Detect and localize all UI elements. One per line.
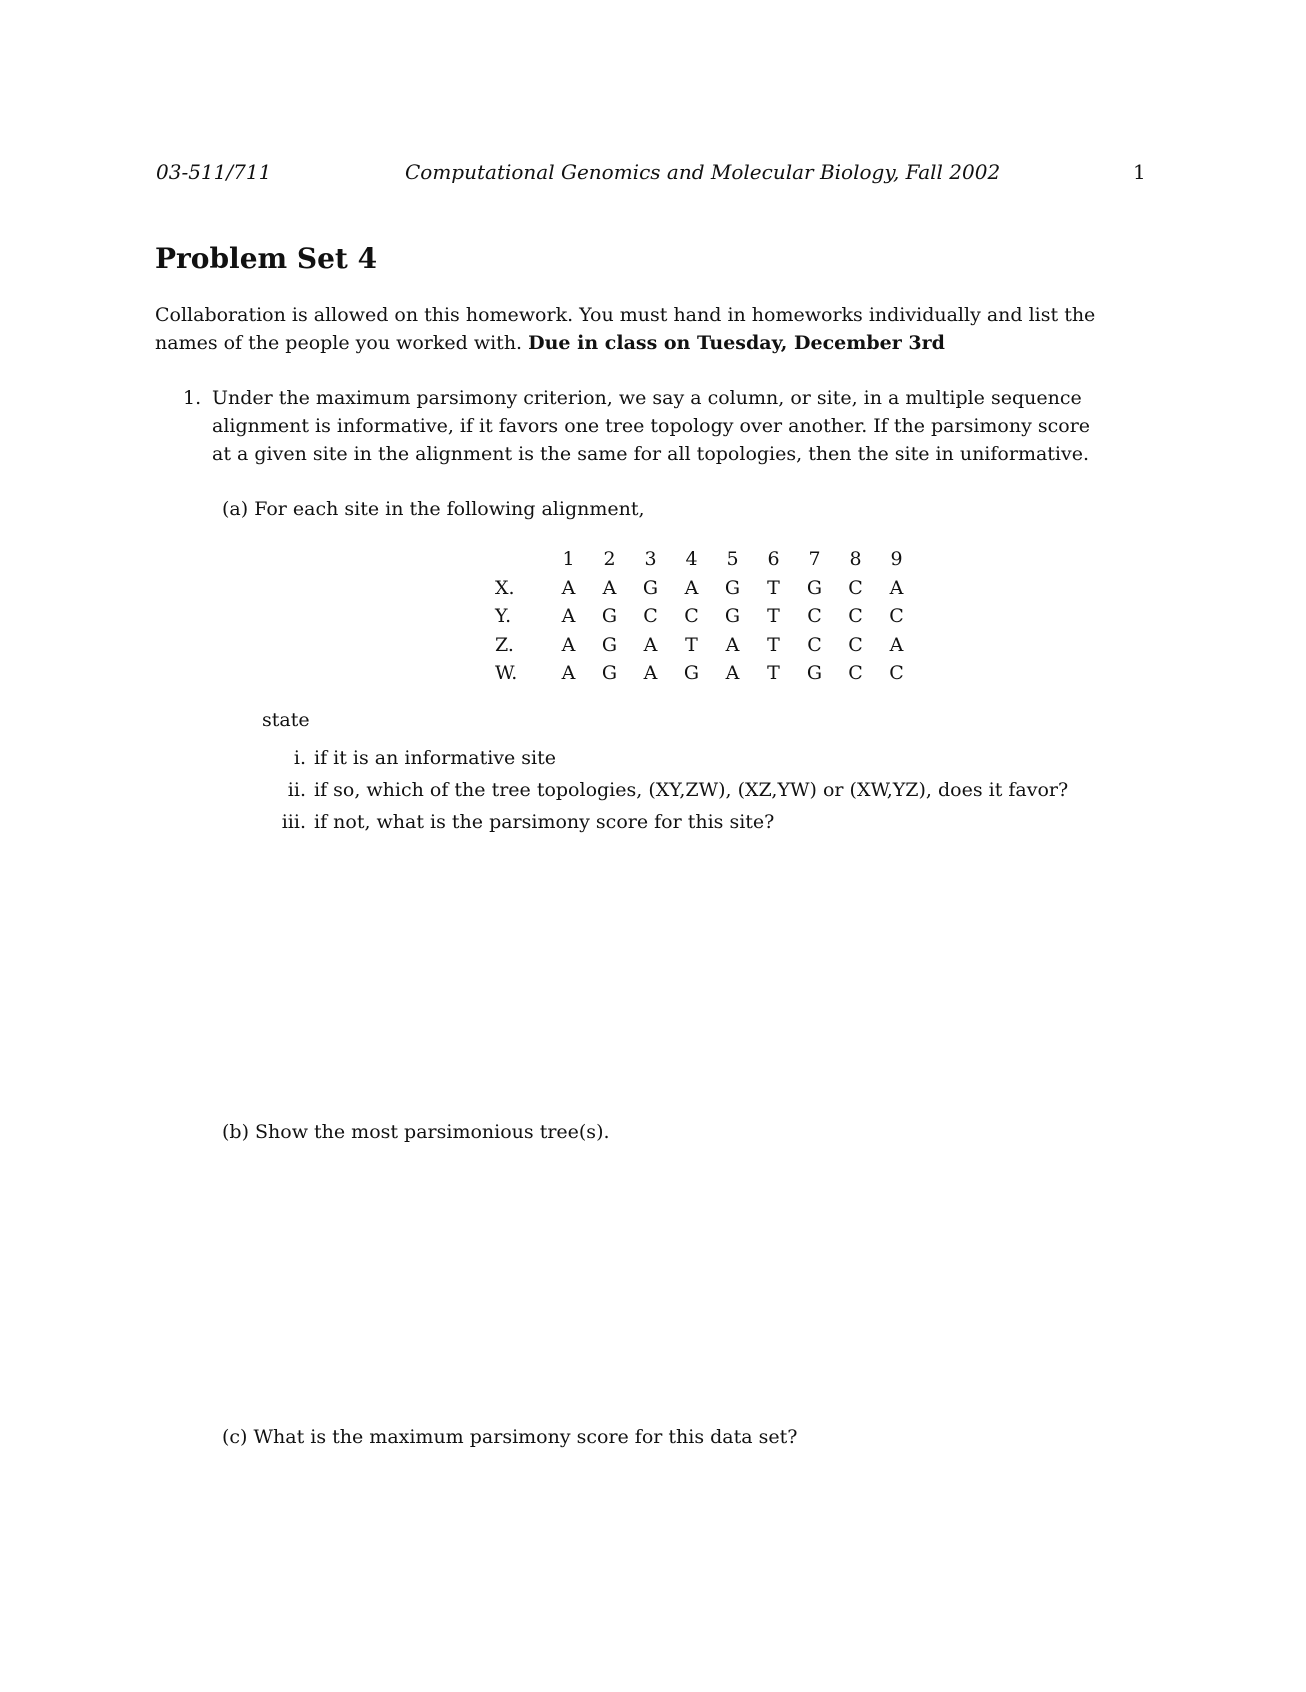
nucleotide-cell: A (643, 662, 658, 684)
alignment-header-row (495, 545, 917, 574)
alignment-row-z (495, 631, 917, 660)
site-number: 7 (808, 548, 821, 570)
subitem-number: i. (293, 747, 306, 769)
header-course-number: 03-511/711 (156, 160, 272, 184)
nucleotide-cell: A (561, 576, 576, 599)
nucleotide-cell: A (561, 605, 576, 627)
nucleotide-cell: G (601, 662, 618, 684)
nucleotide-cell: C (807, 633, 822, 656)
intro-line-1: Collaboration is allowed on this homework. You must hand in homeworks individually and list the (155, 304, 1096, 326)
nucleotide-cell: C (848, 576, 863, 599)
nucleotide-cell: G (806, 576, 823, 599)
question-1-line-1: Under the maximum parsimony criterion, we say a column, or site, in a multiple sequence (212, 387, 1082, 409)
nucleotide-cell: A (602, 576, 617, 599)
intro-line-2 (155, 329, 945, 357)
subitem-text: if so, which of the tree topologies, (XY,ZW), (XZ,YW) or (XW,YZ), does it favor? (314, 779, 1069, 801)
alignment-row-y (495, 602, 917, 631)
subitem-ii (270, 776, 1068, 804)
site-number: 5 (726, 548, 739, 570)
nucleotide-cell: A (561, 633, 576, 656)
subitem-i (270, 744, 556, 772)
part-a-prompt: (a) For each site in the following alignment, (222, 498, 645, 520)
nucleotide-cell: C (848, 662, 863, 684)
page-title: Problem Set 4 (155, 242, 378, 275)
question-1-line-3: at a given site in the alignment is the same for all topologies, then the site in uniformative. (212, 443, 1090, 465)
site-number: 8 (849, 548, 862, 570)
nucleotide-cell: A (684, 576, 699, 599)
nucleotide-cell: T (767, 633, 780, 656)
site-number: 6 (767, 548, 780, 570)
question-1-line-2: alignment is informative, if it favors one tree topology over another. If the parsimony score (212, 415, 1091, 437)
subitem-text: if not, what is the parsimony score for this site? (314, 811, 775, 833)
nucleotide-cell: C (807, 605, 822, 627)
alignment-corner (495, 545, 548, 574)
alignment-row-w (495, 659, 917, 688)
subitem-text: if it is an informative site (314, 747, 557, 769)
subitem-number: ii. (287, 779, 306, 801)
alignment-row-x (495, 574, 917, 603)
nucleotide-cell: G (601, 605, 618, 627)
subitem-iii (270, 808, 774, 836)
nucleotide-cell: G (724, 605, 741, 627)
due-date-notice: Due in class on Tuesday, December 3rd (528, 332, 945, 354)
site-number: 3 (644, 548, 657, 570)
subitem-number: iii. (281, 811, 306, 833)
sequence-label: X. (495, 576, 515, 599)
sequence-label: Y. (495, 605, 512, 627)
part-c-prompt: (c) What is the maximum parsimony score for this data set? (222, 1426, 798, 1448)
nucleotide-cell: G (806, 662, 823, 684)
intro-line-2-text: names of the people you worked with. (155, 332, 529, 354)
nucleotide-cell: G (724, 576, 741, 599)
site-number: 4 (685, 548, 698, 570)
nucleotide-cell: C (848, 633, 863, 656)
sequence-label: W. (495, 662, 518, 684)
nucleotide-cell: G (601, 633, 618, 656)
sequence-label: Z. (495, 633, 514, 656)
state-label: state (262, 709, 310, 731)
nucleotide-cell: A (725, 662, 740, 684)
nucleotide-cell: C (643, 605, 658, 627)
site-number: 9 (890, 548, 903, 570)
nucleotide-cell: A (889, 633, 904, 656)
nucleotide-cell: A (725, 633, 740, 656)
site-number: 2 (603, 548, 616, 570)
nucleotide-cell: C (848, 605, 863, 627)
nucleotide-cell: C (684, 605, 699, 627)
header-course-title: Computational Genomics and Molecular Biology, Fall 2002 (405, 160, 1001, 184)
nucleotide-cell: A (643, 633, 658, 656)
nucleotide-cell: T (767, 576, 780, 599)
nucleotide-cell: A (561, 662, 576, 684)
nucleotide-cell: G (683, 662, 700, 684)
nucleotide-cell: G (642, 576, 659, 599)
nucleotide-cell: C (889, 605, 904, 627)
part-b-prompt: (b) Show the most parsimonious tree(s). (222, 1121, 610, 1143)
nucleotide-cell: T (767, 605, 780, 627)
sequence-alignment-table (495, 545, 917, 688)
nucleotide-cell: T (685, 633, 698, 656)
header-page-number: 1 (1133, 160, 1146, 184)
nucleotide-cell: A (889, 576, 904, 599)
nucleotide-cell: T (767, 662, 780, 684)
site-number: 1 (562, 548, 575, 570)
question-1-number: 1. (183, 387, 202, 409)
nucleotide-cell: C (889, 662, 904, 684)
